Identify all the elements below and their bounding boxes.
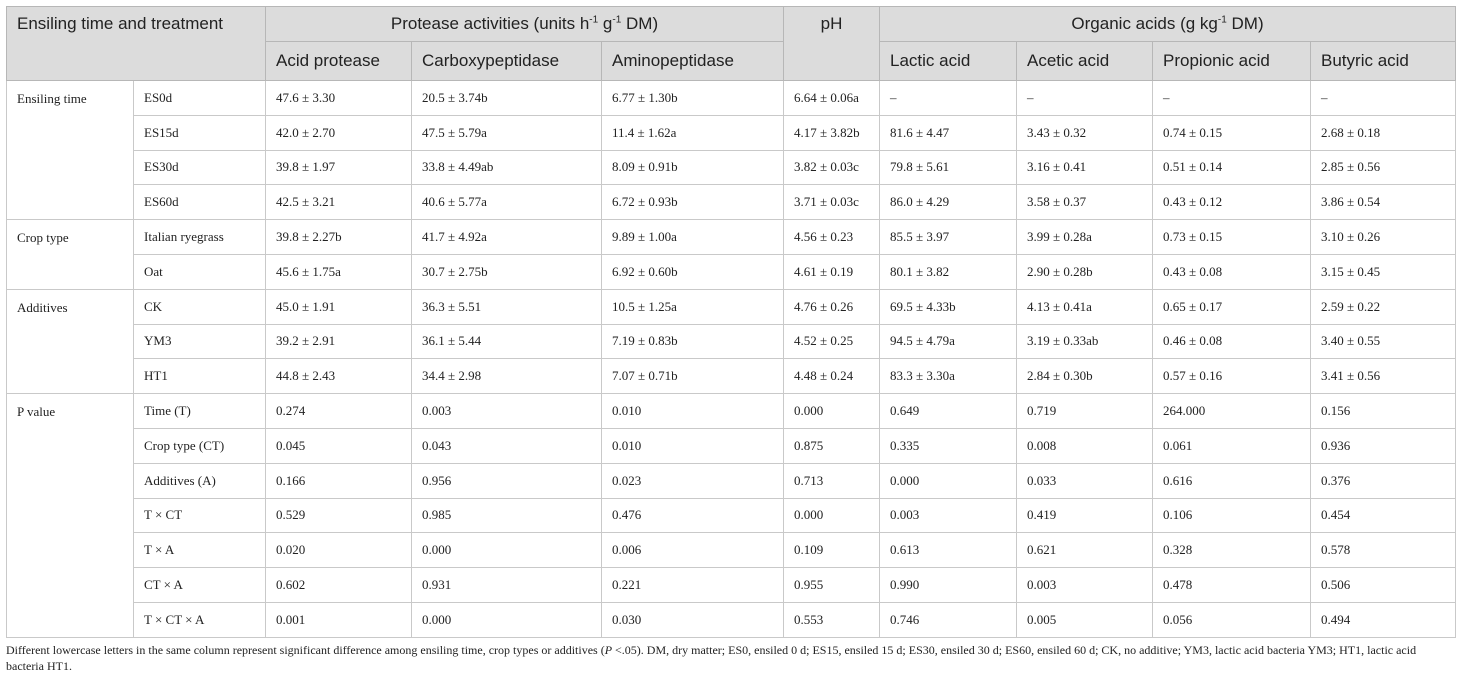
table-cell: 0.000	[784, 394, 880, 429]
table-cell: 0.578	[1311, 533, 1456, 568]
row-label: ES60d	[134, 185, 266, 220]
header-group-col: Ensiling time and treatment	[7, 7, 266, 81]
table-cell: 80.1 ± 3.82	[880, 254, 1017, 289]
table-cell: 2.59 ± 0.22	[1311, 289, 1456, 324]
table-cell: 0.616	[1153, 463, 1311, 498]
table-cell: 0.000	[784, 498, 880, 533]
table-row	[7, 220, 1456, 255]
table-cell: 0.74 ± 0.15	[1153, 115, 1311, 150]
row-label: ES30d	[134, 150, 266, 185]
table-row	[7, 289, 1456, 324]
table-cell: 6.77 ± 1.30b	[602, 81, 784, 116]
table-cell: 6.72 ± 0.93b	[602, 185, 784, 220]
table-cell: 45.6 ± 1.75a	[266, 254, 412, 289]
table-cell: 0.985	[412, 498, 602, 533]
table-cell: 4.52 ± 0.25	[784, 324, 880, 359]
table-cell: –	[880, 81, 1017, 116]
table-cell: 3.10 ± 0.26	[1311, 220, 1456, 255]
table-cell: 0.003	[880, 498, 1017, 533]
header-aminopeptidase: Aminopeptidase	[602, 42, 784, 81]
row-label: YM3	[134, 324, 266, 359]
table-cell: 86.0 ± 4.29	[880, 185, 1017, 220]
table-cell: 0.056	[1153, 602, 1311, 637]
table-cell: 0.494	[1311, 602, 1456, 637]
table-cell: 7.19 ± 0.83b	[602, 324, 784, 359]
table-cell: 44.8 ± 2.43	[266, 359, 412, 394]
table-cell: 6.64 ± 0.06a	[784, 81, 880, 116]
table-cell: 0.109	[784, 533, 880, 568]
row-label: T × CT × A	[134, 602, 266, 637]
table-cell: 4.17 ± 3.82b	[784, 115, 880, 150]
header-acetic-acid: Acetic acid	[1017, 42, 1153, 81]
table-cell: 3.15 ± 0.45	[1311, 254, 1456, 289]
table-cell: 3.19 ± 0.33ab	[1017, 324, 1153, 359]
table-cell: 0.43 ± 0.12	[1153, 185, 1311, 220]
table-row	[7, 498, 1456, 533]
table-cell: 4.56 ± 0.23	[784, 220, 880, 255]
table-cell: 10.5 ± 1.25a	[602, 289, 784, 324]
table-cell: –	[1017, 81, 1153, 116]
table-cell: 0.454	[1311, 498, 1456, 533]
row-label: CT × A	[134, 568, 266, 603]
table-cell: 0.956	[412, 463, 602, 498]
row-label: Crop type (CT)	[134, 428, 266, 463]
table-cell: 0.003	[412, 394, 602, 429]
table-cell: 0.43 ± 0.08	[1153, 254, 1311, 289]
row-label: ES0d	[134, 81, 266, 116]
table-cell: 0.506	[1311, 568, 1456, 603]
table-cell: 0.478	[1153, 568, 1311, 603]
table-cell: 264.000	[1153, 394, 1311, 429]
table-cell: 30.7 ± 2.75b	[412, 254, 602, 289]
table-cell: 4.76 ± 0.26	[784, 289, 880, 324]
row-label: Italian ryegrass	[134, 220, 266, 255]
table-cell: 0.936	[1311, 428, 1456, 463]
table-cell: 3.71 ± 0.03c	[784, 185, 880, 220]
table-cell: 0.166	[266, 463, 412, 498]
header-lactic-acid: Lactic acid	[880, 42, 1017, 81]
table-row	[7, 568, 1456, 603]
table-cell: 0.476	[602, 498, 784, 533]
group-label: P value	[7, 394, 134, 638]
table-cell: 20.5 ± 3.74b	[412, 81, 602, 116]
table-cell: 0.061	[1153, 428, 1311, 463]
table-cell: 3.58 ± 0.37	[1017, 185, 1153, 220]
table-body	[7, 81, 1456, 638]
table-cell: 3.86 ± 0.54	[1311, 185, 1456, 220]
table-cell: 3.16 ± 0.41	[1017, 150, 1153, 185]
row-label: Additives (A)	[134, 463, 266, 498]
table-cell: 0.328	[1153, 533, 1311, 568]
table-cell: 0.023	[602, 463, 784, 498]
table-cell: 0.746	[880, 602, 1017, 637]
table-cell: 45.0 ± 1.91	[266, 289, 412, 324]
header-butyric-acid: Butyric acid	[1311, 42, 1456, 81]
table-row	[7, 463, 1456, 498]
table-cell: 0.51 ± 0.14	[1153, 150, 1311, 185]
table-cell: 8.09 ± 0.91b	[602, 150, 784, 185]
table-cell: 34.4 ± 2.98	[412, 359, 602, 394]
row-label: Time (T)	[134, 394, 266, 429]
table-cell: 4.48 ± 0.24	[784, 359, 880, 394]
table-cell: 0.010	[602, 428, 784, 463]
table-cell: 0.955	[784, 568, 880, 603]
table-cell: 0.010	[602, 394, 784, 429]
table-cell: 3.99 ± 0.28a	[1017, 220, 1153, 255]
header-acid-protease: Acid protease	[266, 42, 412, 81]
row-label: Oat	[134, 254, 266, 289]
table-cell: 0.006	[602, 533, 784, 568]
row-label: T × A	[134, 533, 266, 568]
table-footnote: Different lowercase letters in the same column represent significant difference among ensiling time, crop types or additives (P <.05). DM, dry matter; ES0, ensiled 0 d; ES15, ensiled 15 d; ES30, ensiled 30 d; ES60, ensiled 60 d; CK, no additive; YM3, lactic acid bacteria YM3; HT1, lactic acid bacteria HT1.	[6, 642, 1417, 673]
header-ph: pH	[784, 7, 880, 81]
table-row	[7, 254, 1456, 289]
row-label: ES15d	[134, 115, 266, 150]
group-label: Ensiling time	[7, 81, 134, 220]
table-cell: –	[1153, 81, 1311, 116]
group-label: Additives	[7, 289, 134, 393]
table-cell: 0.008	[1017, 428, 1153, 463]
table-cell: 40.6 ± 5.77a	[412, 185, 602, 220]
table-cell: 33.8 ± 4.49ab	[412, 150, 602, 185]
table-cell: 85.5 ± 3.97	[880, 220, 1017, 255]
row-label: T × CT	[134, 498, 266, 533]
table-cell: 2.68 ± 0.18	[1311, 115, 1456, 150]
table-cell: 0.033	[1017, 463, 1153, 498]
table-cell: 0.990	[880, 568, 1017, 603]
table-cell: 94.5 ± 4.79a	[880, 324, 1017, 359]
table-cell: 0.57 ± 0.16	[1153, 359, 1311, 394]
table-cell: 0.719	[1017, 394, 1153, 429]
table-cell: 81.6 ± 4.47	[880, 115, 1017, 150]
table-cell: 79.8 ± 5.61	[880, 150, 1017, 185]
data-table	[6, 6, 1456, 638]
table-cell: 0.043	[412, 428, 602, 463]
table-cell: 9.89 ± 1.00a	[602, 220, 784, 255]
table-cell: 0.156	[1311, 394, 1456, 429]
table-cell: 3.41 ± 0.56	[1311, 359, 1456, 394]
table-cell: –	[1311, 81, 1456, 116]
table-cell: 0.649	[880, 394, 1017, 429]
table-row	[7, 394, 1456, 429]
header-row-1	[7, 7, 1456, 42]
table-cell: 36.1 ± 5.44	[412, 324, 602, 359]
table-cell: 0.931	[412, 568, 602, 603]
table-cell: 0.73 ± 0.15	[1153, 220, 1311, 255]
table-cell: 0.553	[784, 602, 880, 637]
table-cell: 0.376	[1311, 463, 1456, 498]
row-label: CK	[134, 289, 266, 324]
table-cell: 0.419	[1017, 498, 1153, 533]
table-cell: 39.8 ± 1.97	[266, 150, 412, 185]
table-cell: 0.529	[266, 498, 412, 533]
table-cell: 0.000	[880, 463, 1017, 498]
table-cell: 83.3 ± 3.30a	[880, 359, 1017, 394]
table-cell: 0.613	[880, 533, 1017, 568]
table-cell: 0.713	[784, 463, 880, 498]
table-cell: 4.61 ± 0.19	[784, 254, 880, 289]
table-cell: 36.3 ± 5.51	[412, 289, 602, 324]
table-cell: 3.43 ± 0.32	[1017, 115, 1153, 150]
table-cell: 0.000	[412, 602, 602, 637]
table-cell: 0.000	[412, 533, 602, 568]
table-cell: 6.92 ± 0.60b	[602, 254, 784, 289]
table-row	[7, 359, 1456, 394]
table-row	[7, 533, 1456, 568]
table-row	[7, 185, 1456, 220]
header-carboxypeptidase: Carboxypeptidase	[412, 42, 602, 81]
table-cell: 0.005	[1017, 602, 1153, 637]
table-cell: 3.40 ± 0.55	[1311, 324, 1456, 359]
table-row	[7, 115, 1456, 150]
table-cell: 0.030	[602, 602, 784, 637]
table-cell: 0.045	[266, 428, 412, 463]
table-cell: 42.0 ± 2.70	[266, 115, 412, 150]
table-cell: 3.82 ± 0.03c	[784, 150, 880, 185]
table-cell: 0.621	[1017, 533, 1153, 568]
table-cell: 69.5 ± 4.33b	[880, 289, 1017, 324]
table-cell: 47.6 ± 3.30	[266, 81, 412, 116]
table-row	[7, 81, 1456, 116]
table-cell: 0.106	[1153, 498, 1311, 533]
table-cell: 47.5 ± 5.79a	[412, 115, 602, 150]
header-protease: Protease activities (units $h^{-1}$ $g^{-1}$ DM)	[266, 7, 784, 42]
table-cell: 0.602	[266, 568, 412, 603]
table-row	[7, 150, 1456, 185]
row-label: HT1	[134, 359, 266, 394]
table-container	[6, 6, 1455, 674]
table-cell: 0.274	[266, 394, 412, 429]
table-cell: 39.8 ± 2.27b	[266, 220, 412, 255]
table-cell: 0.65 ± 0.17	[1153, 289, 1311, 324]
table-cell: 42.5 ± 3.21	[266, 185, 412, 220]
table-row	[7, 602, 1456, 637]
table-cell: 4.13 ± 0.41a	[1017, 289, 1153, 324]
table-cell: 2.84 ± 0.30b	[1017, 359, 1153, 394]
table-cell: 2.90 ± 0.28b	[1017, 254, 1153, 289]
table-row	[7, 324, 1456, 359]
table-cell: 0.001	[266, 602, 412, 637]
table-cell: 0.221	[602, 568, 784, 603]
header-propionic-acid: Propionic acid	[1153, 42, 1311, 81]
table-cell: 0.46 ± 0.08	[1153, 324, 1311, 359]
table-cell: 11.4 ± 1.62a	[602, 115, 784, 150]
group-label: Crop type	[7, 220, 134, 290]
table-cell: 39.2 ± 2.91	[266, 324, 412, 359]
table-cell: 7.07 ± 0.71b	[602, 359, 784, 394]
table-row	[7, 428, 1456, 463]
header-organic-acids: Organic acids (g $kg^{-1}$ DM)	[880, 7, 1456, 42]
table-cell: 2.85 ± 0.56	[1311, 150, 1456, 185]
table-cell: 0.875	[784, 428, 880, 463]
table-cell: 0.335	[880, 428, 1017, 463]
table-cell: 0.020	[266, 533, 412, 568]
table-cell: 41.7 ± 4.92a	[412, 220, 602, 255]
table-cell: 0.003	[1017, 568, 1153, 603]
